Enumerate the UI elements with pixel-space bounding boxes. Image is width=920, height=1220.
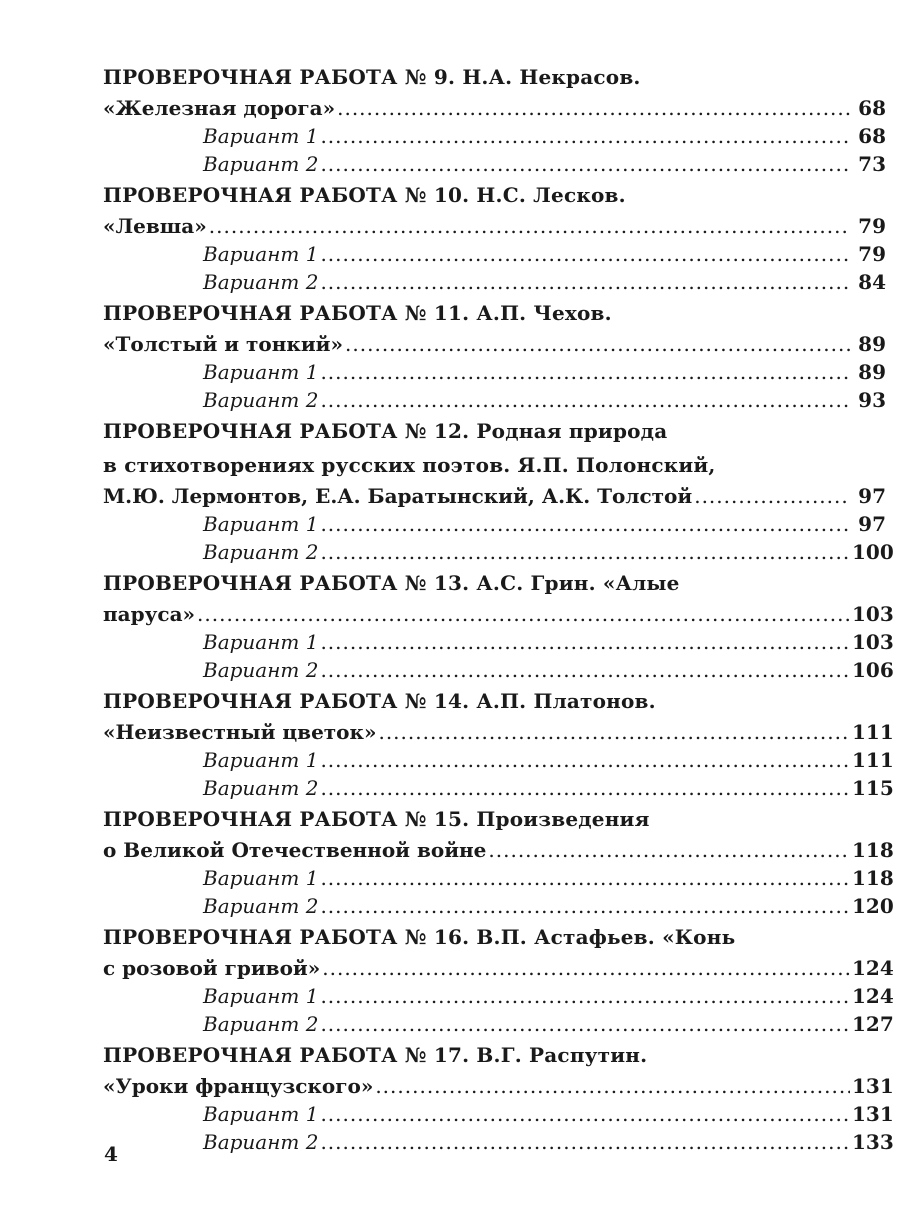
variant-page-number: 97 — [858, 512, 886, 536]
section-heading: ПРОВЕРОЧНАЯ РАБОТА № 17. В.Г. Распутин. — [103, 1043, 648, 1067]
variant-label: Вариант 1 — [203, 512, 319, 536]
dot-leader — [320, 510, 850, 538]
variant-page-number: 84 — [858, 270, 886, 294]
variant-label: Вариант 2 — [203, 1130, 319, 1154]
variant-label: Вариант 1 — [203, 124, 319, 148]
variant-page-number: 111 — [852, 748, 894, 772]
variant-label: Вариант 2 — [203, 658, 319, 682]
toc-variant-entry[interactable] — [103, 982, 894, 1010]
dot-leader — [320, 892, 850, 920]
section-heading: в стихотворениях русских поэтов. Я.П. Полонский, — [103, 453, 716, 477]
variant-label: Вариант 2 — [203, 270, 319, 294]
section-heading: ПРОВЕРОЧНАЯ РАБОТА № 9. Н.А. Некрасов. — [103, 65, 641, 89]
toc-entry[interactable] — [103, 212, 886, 240]
variant-label: Вариант 1 — [203, 360, 319, 384]
entry-title: «Железная дорога» — [103, 96, 336, 120]
dot-leader — [694, 482, 850, 510]
variant-page-number: 115 — [852, 776, 894, 800]
dot-leader — [320, 386, 850, 414]
variant-label: Вариант 2 — [203, 894, 319, 918]
toc-variant-entry[interactable] — [103, 628, 894, 656]
dot-leader — [320, 1128, 850, 1156]
table-of-contents — [103, 60, 894, 1156]
toc-variant-entry[interactable] — [103, 892, 894, 920]
section-heading: ПРОВЕРОЧНАЯ РАБОТА № 11. А.П. Чехов. — [103, 301, 612, 325]
variant-label: Вариант 2 — [203, 388, 319, 412]
variant-label: Вариант 2 — [203, 152, 319, 176]
variant-page-number: 93 — [858, 388, 886, 412]
dot-leader — [378, 718, 850, 746]
dot-leader — [345, 330, 850, 358]
toc-entry[interactable] — [103, 600, 894, 628]
variant-page-number: 103 — [852, 630, 894, 654]
variant-page-number: 118 — [852, 866, 894, 890]
entry-title: «Толстый и тонкий» — [103, 332, 344, 356]
toc-entry[interactable] — [103, 94, 886, 122]
entry-title: «Неизвестный цветок» — [103, 720, 377, 744]
dot-leader — [320, 1100, 850, 1128]
toc-entry[interactable] — [103, 1072, 894, 1100]
section-heading: ПРОВЕРОЧНАЯ РАБОТА № 14. А.П. Платонов. — [103, 689, 656, 713]
toc-section — [103, 920, 894, 1038]
section-heading: ПРОВЕРОЧНАЯ РАБОТА № 16. В.П. Астафьев. «Конь — [103, 925, 736, 949]
variant-label: Вариант 2 — [203, 540, 319, 564]
page-number: 4 — [104, 1142, 118, 1166]
toc-variant-entry[interactable] — [103, 656, 894, 684]
toc-variant-entry[interactable] — [103, 538, 894, 566]
dot-leader — [337, 94, 850, 122]
variant-page-number: 68 — [858, 124, 886, 148]
entry-page-number: 111 — [852, 720, 894, 744]
variant-label: Вариант 2 — [203, 776, 319, 800]
toc-section — [103, 296, 886, 414]
entry-title: «Левша» — [103, 214, 207, 238]
toc-variant-entry[interactable] — [103, 386, 886, 414]
variant-page-number: 120 — [852, 894, 894, 918]
entry-page-number: 118 — [852, 838, 894, 862]
toc-variant-entry[interactable] — [103, 864, 894, 892]
variant-label: Вариант 1 — [203, 866, 319, 890]
variant-page-number: 133 — [852, 1130, 894, 1154]
toc-variant-entry[interactable] — [103, 510, 886, 538]
entry-page-number: 89 — [858, 332, 886, 356]
dot-leader — [320, 358, 850, 386]
dot-leader — [320, 122, 850, 150]
entry-title: паруса» — [103, 602, 196, 626]
dot-leader — [320, 538, 850, 566]
variant-page-number: 79 — [858, 242, 886, 266]
entry-page-number: 97 — [858, 484, 886, 508]
variant-page-number: 124 — [852, 984, 894, 1008]
dot-leader — [322, 954, 850, 982]
variant-page-number: 131 — [852, 1102, 894, 1126]
toc-variant-entry[interactable] — [103, 1100, 894, 1128]
section-heading: ПРОВЕРОЧНАЯ РАБОТА № 12. Родная природа — [103, 419, 668, 443]
toc-variant-entry[interactable] — [103, 268, 886, 296]
variant-label: Вариант 1 — [203, 748, 319, 772]
toc-entry[interactable] — [103, 954, 894, 982]
entry-title: о Великой Отечественной войне — [103, 838, 487, 862]
entry-title: «Уроки французского» — [103, 1074, 374, 1098]
section-heading: ПРОВЕРОЧНАЯ РАБОТА № 10. Н.С. Лесков. — [103, 183, 626, 207]
toc-variant-entry[interactable] — [103, 150, 886, 178]
toc-variant-entry[interactable] — [103, 1128, 894, 1156]
toc-entry[interactable] — [103, 836, 894, 864]
entry-page-number: 68 — [858, 96, 886, 120]
dot-leader — [320, 1010, 850, 1038]
toc-variant-entry[interactable] — [103, 774, 894, 802]
dot-leader — [320, 268, 850, 296]
section-heading: ПРОВЕРОЧНАЯ РАБОТА № 15. Произведения — [103, 807, 650, 831]
toc-section — [103, 1038, 894, 1156]
toc-variant-entry[interactable] — [103, 1010, 894, 1038]
toc-section — [103, 60, 886, 178]
variant-page-number: 100 — [852, 540, 894, 564]
variant-page-number: 106 — [852, 658, 894, 682]
toc-entry[interactable] — [103, 330, 886, 358]
toc-section — [103, 178, 886, 296]
entry-title: М.Ю. Лермонтов, Е.А. Баратынский, А.К. Толстой — [103, 484, 693, 508]
entry-page-number: 124 — [852, 956, 894, 980]
variant-label: Вариант 1 — [203, 242, 319, 266]
toc-section — [103, 566, 894, 684]
dot-leader — [320, 240, 850, 268]
toc-section — [103, 684, 894, 802]
variant-page-number: 73 — [858, 152, 886, 176]
entry-title: с розовой гривой» — [103, 956, 321, 980]
entry-page-number: 131 — [852, 1074, 894, 1098]
variant-label: Вариант 1 — [203, 1102, 319, 1126]
dot-leader — [320, 746, 850, 774]
dot-leader — [488, 836, 850, 864]
toc-section — [103, 414, 894, 566]
dot-leader — [320, 628, 850, 656]
dot-leader — [375, 1072, 850, 1100]
variant-label: Вариант 1 — [203, 630, 319, 654]
dot-leader — [320, 656, 850, 684]
dot-leader — [320, 150, 850, 178]
dot-leader — [320, 982, 850, 1010]
dot-leader — [320, 864, 850, 892]
dot-leader — [209, 212, 850, 240]
dot-leader — [197, 600, 850, 628]
variant-page-number: 127 — [852, 1012, 894, 1036]
toc-variant-entry[interactable] — [103, 122, 886, 150]
entry-page-number: 79 — [858, 214, 886, 238]
toc-entry[interactable] — [103, 718, 894, 746]
variant-label: Вариант 2 — [203, 1012, 319, 1036]
toc-variant-entry[interactable] — [103, 746, 894, 774]
dot-leader — [320, 774, 850, 802]
toc-variant-entry[interactable] — [103, 240, 886, 268]
toc-variant-entry[interactable] — [103, 358, 886, 386]
entry-page-number: 103 — [852, 602, 894, 626]
section-heading: ПРОВЕРОЧНАЯ РАБОТА № 13. А.С. Грин. «Алые — [103, 571, 680, 595]
variant-page-number: 89 — [858, 360, 886, 384]
toc-section — [103, 802, 894, 920]
variant-label: Вариант 1 — [203, 984, 319, 1008]
toc-entry[interactable] — [103, 482, 886, 510]
